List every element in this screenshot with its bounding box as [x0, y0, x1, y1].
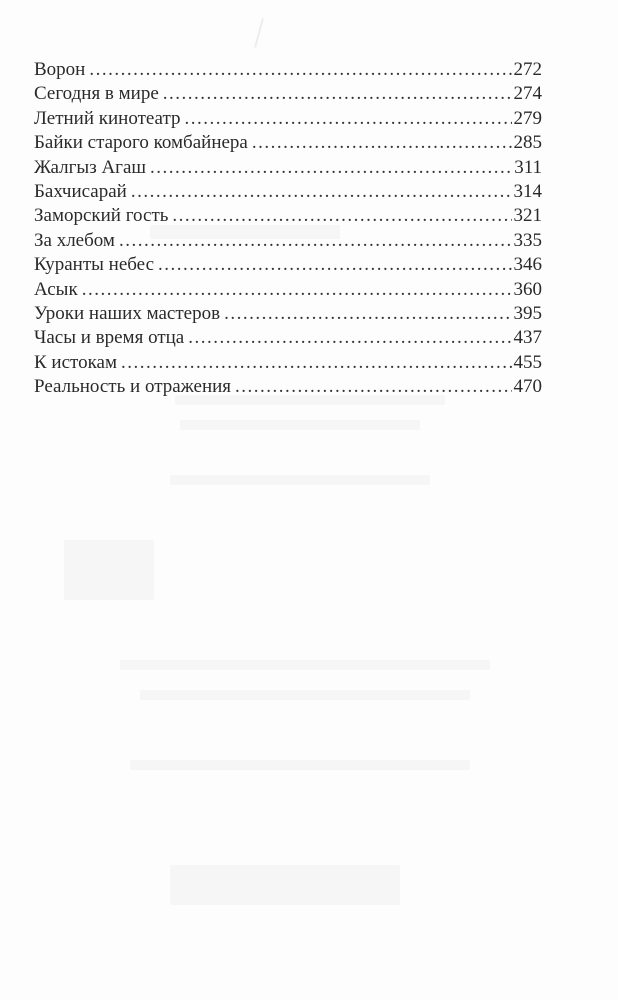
bleed-through-block [140, 690, 470, 700]
toc-entry [34, 204, 542, 228]
toc-entry-page: 274 [513, 83, 542, 105]
toc-entry-page: 335 [513, 229, 542, 251]
bleed-through-block [180, 420, 420, 430]
toc-entry-title: За хлебом [34, 229, 115, 251]
toc-dot-leader [82, 278, 512, 302]
toc-dot-leader [185, 107, 512, 131]
toc-dot-leader [172, 204, 511, 228]
toc-dot-leader [158, 253, 511, 277]
toc-entry-title: Летний кинотеатр [34, 107, 181, 129]
toc-entry-page: 470 [513, 376, 542, 398]
bleed-through-mark [254, 18, 264, 47]
toc-entry-page: 395 [513, 302, 542, 324]
toc-entry [34, 156, 542, 180]
toc-entry-title: Заморский гость [34, 205, 169, 227]
toc-entry [34, 278, 542, 302]
bleed-through-block [130, 760, 470, 770]
toc-entry-title: Часы и время отца [34, 327, 185, 349]
toc-dot-leader [252, 131, 512, 155]
toc-entry-page: 437 [513, 327, 542, 349]
toc-entry-page: 311 [514, 156, 542, 178]
bleed-through-block [170, 865, 400, 905]
toc-entry-title: Куранты небес [34, 254, 155, 276]
toc-entry-title: Асык [34, 278, 78, 300]
toc-dot-leader [119, 229, 512, 253]
toc-entry-page: 285 [513, 132, 542, 154]
toc-dot-leader [163, 82, 512, 106]
toc-entry [34, 253, 542, 277]
toc-entry-page: 360 [513, 278, 542, 300]
toc-dot-leader [89, 58, 511, 82]
bleed-through-block [170, 475, 430, 485]
toc-entry-page: 272 [513, 59, 542, 80]
toc-entry [34, 229, 542, 253]
toc-entry-page: 455 [513, 351, 542, 373]
toc-entry [34, 326, 542, 350]
toc-entry-page: 346 [513, 254, 542, 276]
toc-dot-leader [121, 351, 512, 375]
toc-entry [34, 107, 542, 131]
toc-dot-leader [188, 326, 511, 350]
toc-dot-leader [235, 375, 511, 399]
table-of-contents [34, 58, 542, 399]
toc-entry-page: 279 [513, 107, 542, 129]
toc-dot-leader [131, 180, 512, 204]
toc-entry [34, 302, 542, 326]
toc-entry-page: 314 [513, 180, 542, 202]
toc-entry-title: Жалгыз Агаш [34, 156, 147, 178]
toc-dot-leader [150, 156, 512, 180]
toc-entry-title: К истокам [34, 351, 117, 373]
toc-entry-page: 321 [513, 205, 542, 227]
toc-dot-leader [224, 302, 511, 326]
toc-entry [34, 375, 542, 399]
toc-entry-title: Сегодня в мире [34, 83, 159, 105]
toc-entry-title: Ворон [34, 59, 86, 80]
toc-entry-title: Бахчисарай [34, 180, 127, 202]
bleed-through-block [64, 540, 154, 600]
toc-entry [34, 58, 542, 82]
toc-entry [34, 131, 542, 155]
toc-entry-title: Байки старого комбайнера [34, 132, 248, 154]
toc-entry [34, 351, 542, 375]
toc-entry [34, 180, 542, 204]
bleed-through-block [120, 660, 490, 670]
toc-entry-title: Реальность и отражения [34, 376, 232, 398]
toc-entry [34, 82, 542, 106]
toc-entry-title: Уроки наших мастеров [34, 302, 221, 324]
